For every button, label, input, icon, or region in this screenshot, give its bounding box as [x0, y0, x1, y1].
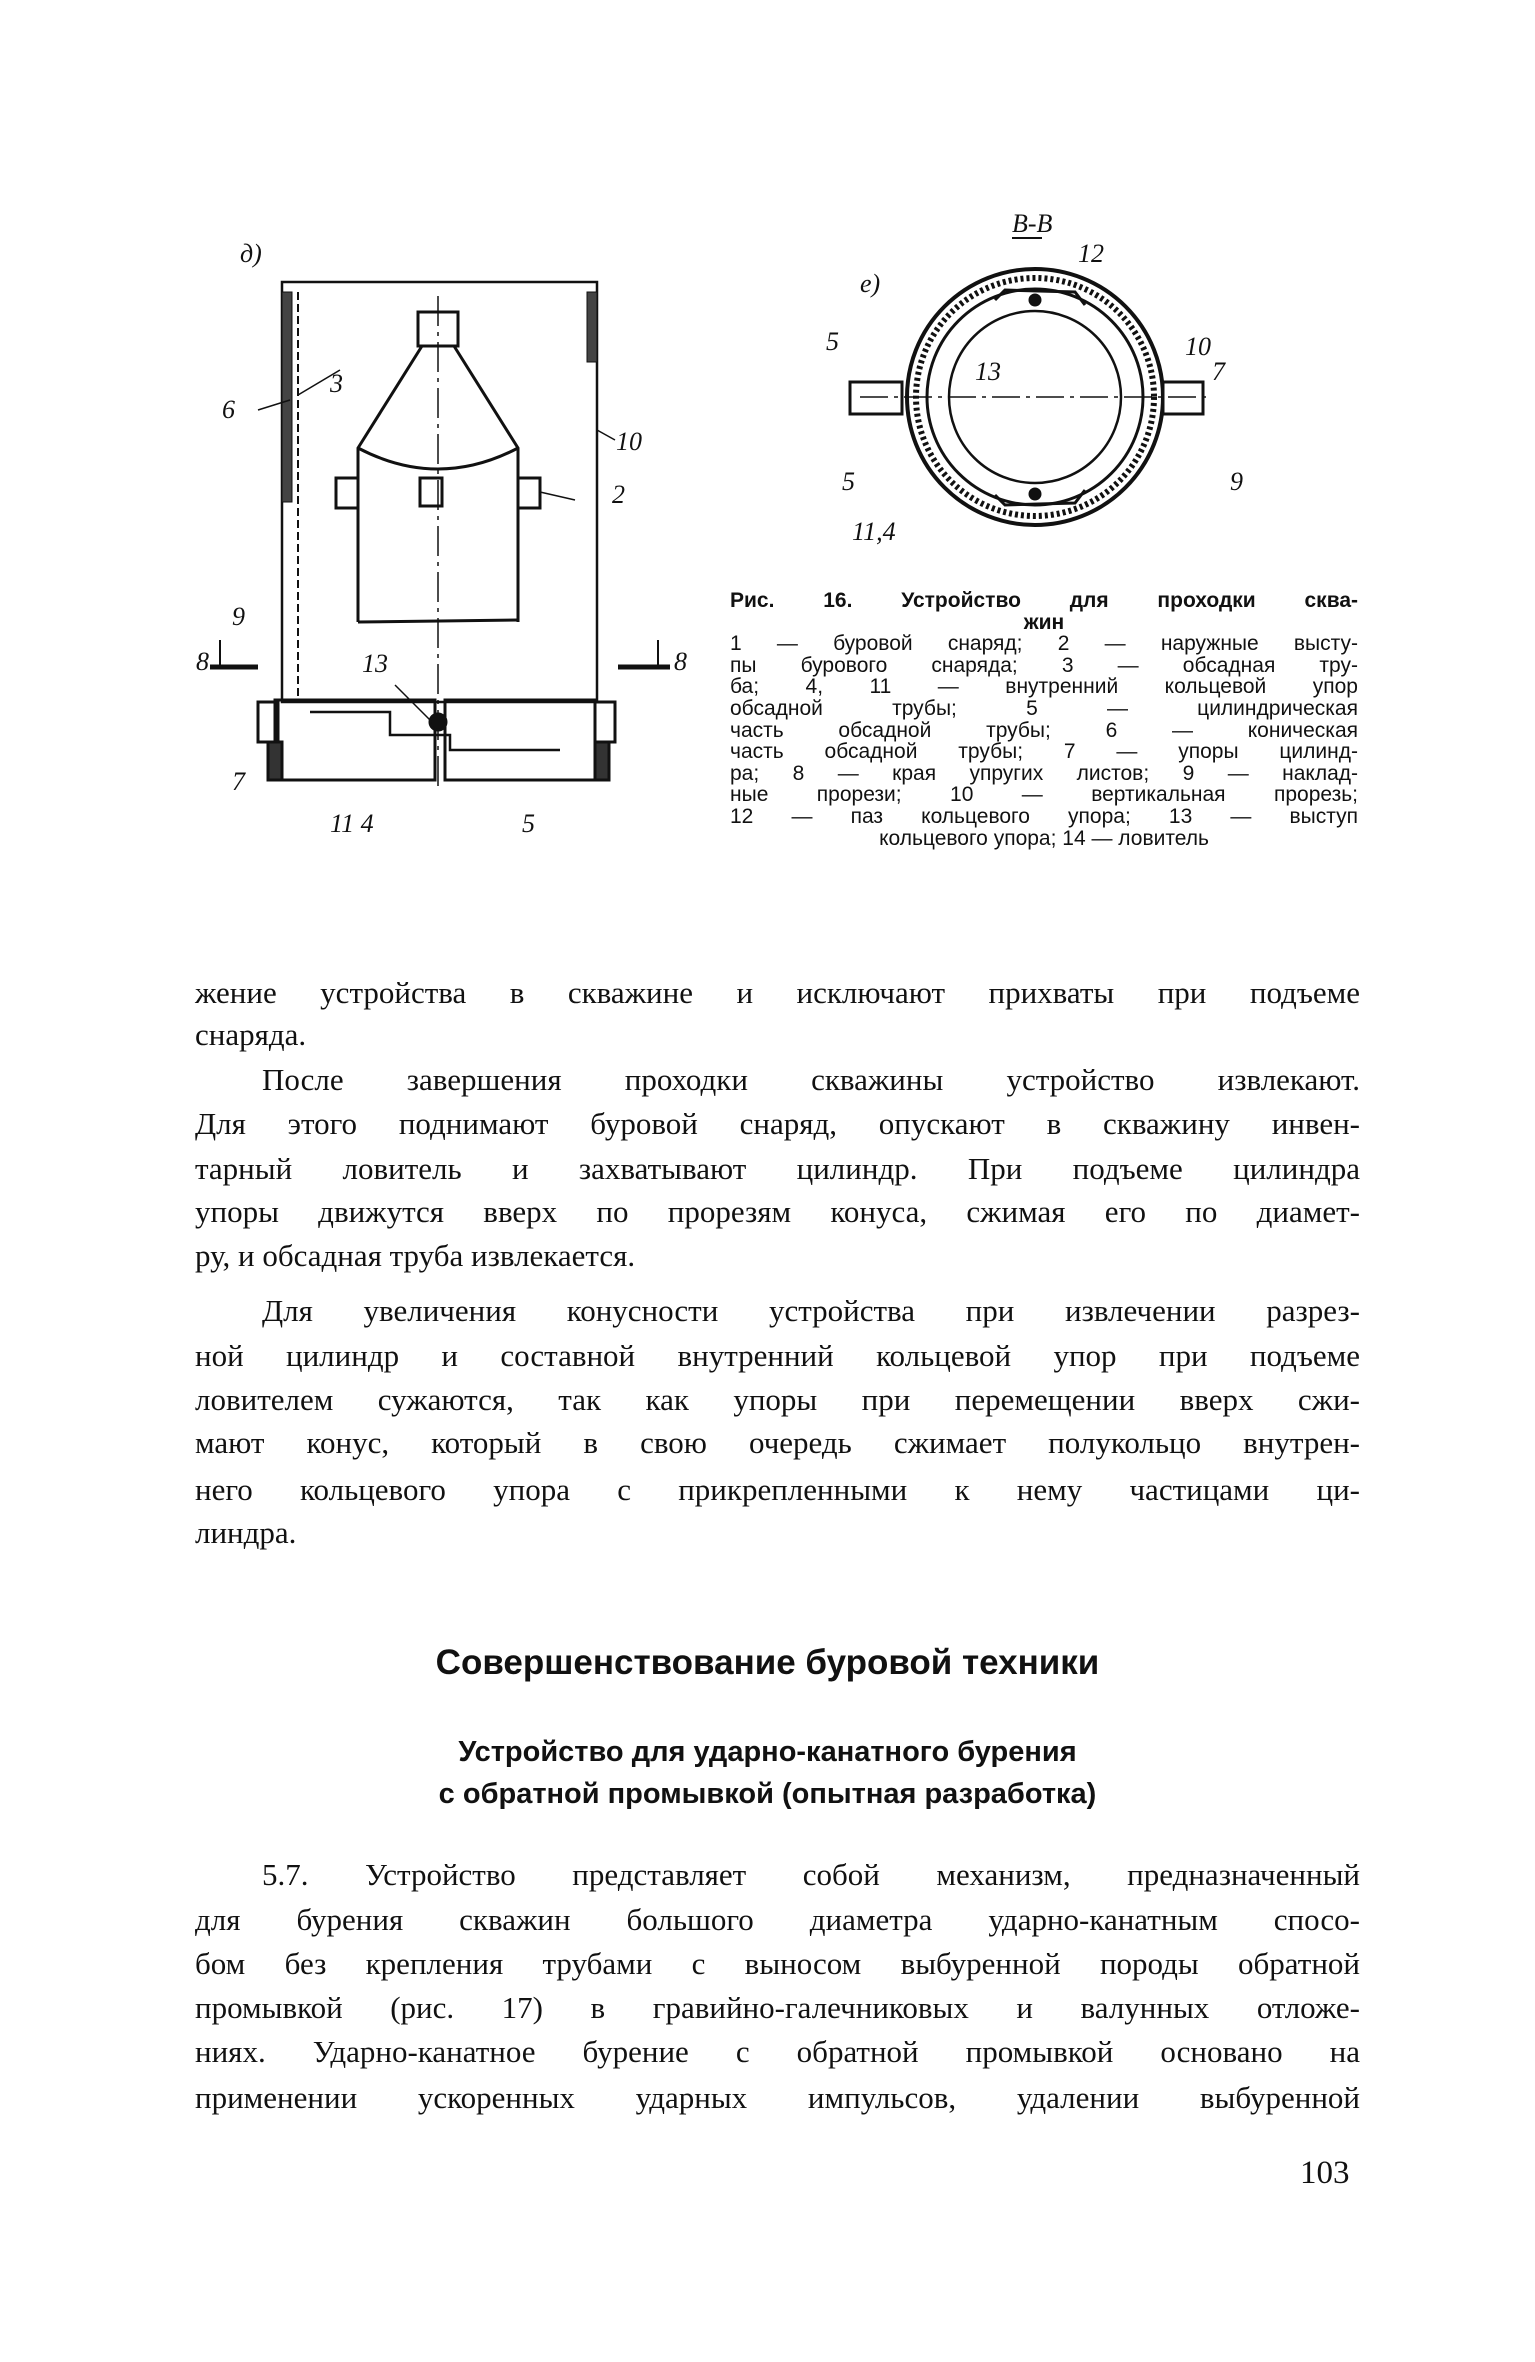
text-line: бом без крепления трубами с выносом выбуренной породы обратной — [195, 1946, 1360, 1981]
svg-text:6: 6 — [222, 395, 235, 424]
caption-title: Рис. 16. Устройство для проходки сква- — [730, 589, 1358, 612]
svg-text:2: 2 — [612, 480, 625, 509]
svg-text:11 4: 11 4 — [330, 809, 374, 838]
caption-line: ные прорези; 10 — вертикальная прорезь; — [730, 783, 1358, 807]
cross-section-view — [850, 238, 1210, 525]
svg-text:9: 9 — [1230, 467, 1243, 496]
svg-text:10: 10 — [616, 427, 642, 456]
caption-line: пы бурового снаряда; 3 — обсадная тру- — [730, 653, 1358, 677]
figure-caption — [730, 590, 1358, 849]
text-line: упоры движутся вверх по прорезям конуса, сжимая его по диамет- — [195, 1194, 1360, 1229]
text-line: 5.7. Устройство представляет собой механизм, предназначенный — [262, 1857, 1360, 1892]
svg-text:9: 9 — [232, 602, 245, 631]
svg-text:5: 5 — [826, 327, 839, 356]
svg-text:11,4: 11,4 — [852, 517, 896, 546]
svg-text:8: 8 — [674, 647, 687, 676]
text-line: линдра. — [195, 1515, 297, 1550]
text-line: Для увеличения конусности устройства при извлечении разрез- — [262, 1293, 1360, 1328]
panel-label-d: д) — [240, 239, 262, 268]
caption-line: 12 — паз кольцевого упора; 13 — выступ — [730, 804, 1358, 828]
text-line: ниях. Ударно-канатное бурение с обратной промывкой основано на — [195, 2034, 1360, 2069]
text-line: Для этого поднимают буровой снаряд, опускают в скважину инвен- — [195, 1106, 1360, 1141]
section-heading: Совершенствование буровой техники — [435, 1643, 1100, 1682]
text-line: После завершения проходки скважины устройство извлекают. — [262, 1062, 1360, 1097]
svg-text:13: 13 — [975, 357, 1001, 386]
text-line: ру, и обсадная труба извлекается. — [195, 1238, 636, 1273]
text-line: тарный ловитель и захватывают цилиндр. При подъеме цилиндра — [195, 1151, 1360, 1186]
svg-text:10: 10 — [1185, 332, 1211, 361]
subsection-heading: Устройство для ударно-канатного бурения — [458, 1736, 1077, 1768]
svg-text:12: 12 — [1078, 239, 1104, 268]
caption-line: 1 — буровой снаряд; 2 — наружные высту- — [730, 632, 1358, 656]
text-line: применении ускоренных ударных импульсов, удалении выбуренной — [195, 2080, 1360, 2115]
caption-line: обсадной трубы; 5 — цилиндрическая — [730, 696, 1358, 720]
svg-text:5: 5 — [842, 467, 855, 496]
drill-device-side-view — [210, 282, 670, 790]
svg-text:7: 7 — [232, 767, 245, 796]
caption-line: часть обсадной трубы; 7 — упоры цилинд- — [730, 740, 1358, 764]
svg-text:3: 3 — [330, 369, 343, 398]
panel-label-e: е) — [860, 269, 881, 298]
text-line: для бурения скважин большого диаметра ударно-канатным спосо- — [195, 1902, 1360, 1937]
caption-line: ба; 4, 11 — внутренний кольцевой упор — [730, 675, 1358, 699]
page-number: 103 — [1300, 2155, 1350, 2191]
svg-text:13: 13 — [362, 649, 388, 678]
svg-text:8: 8 — [196, 647, 209, 676]
section-label: В-В — [1012, 209, 1053, 238]
text-line: промывкой (рис. 17) в гравийно-галечниковых и валунных отложе- — [195, 1990, 1360, 2025]
svg-text:5: 5 — [522, 809, 535, 838]
svg-text:7: 7 — [1212, 357, 1225, 386]
text-line: мают конус, который в свою очередь сжимает полукольцо внутрен- — [195, 1425, 1360, 1460]
caption-line: часть обсадной трубы; 6 — коническая — [730, 718, 1358, 742]
text-line: жение устройства в скважине и исключают прихваты при подъеме — [195, 975, 1360, 1010]
text-line: снаряда. — [195, 1017, 307, 1052]
text-line: ной цилиндр и составной внутренний кольцевой упор при подъеме — [195, 1338, 1360, 1373]
caption-line: кольцевого упора; 14 — ловитель — [879, 826, 1209, 850]
caption-title-cont: жин — [1023, 610, 1065, 634]
subsection-heading: с обратной промывкой (опытная разработка) — [438, 1778, 1097, 1810]
caption-line: ра; 8 — края упругих листов; 9 — наклад- — [730, 761, 1358, 785]
text-line: него кольцевого упора с прикрепленными к нему частицами ци- — [195, 1472, 1360, 1507]
text-line: ловителем сужаются, так как упоры при перемещении вверх сжи- — [195, 1382, 1360, 1417]
